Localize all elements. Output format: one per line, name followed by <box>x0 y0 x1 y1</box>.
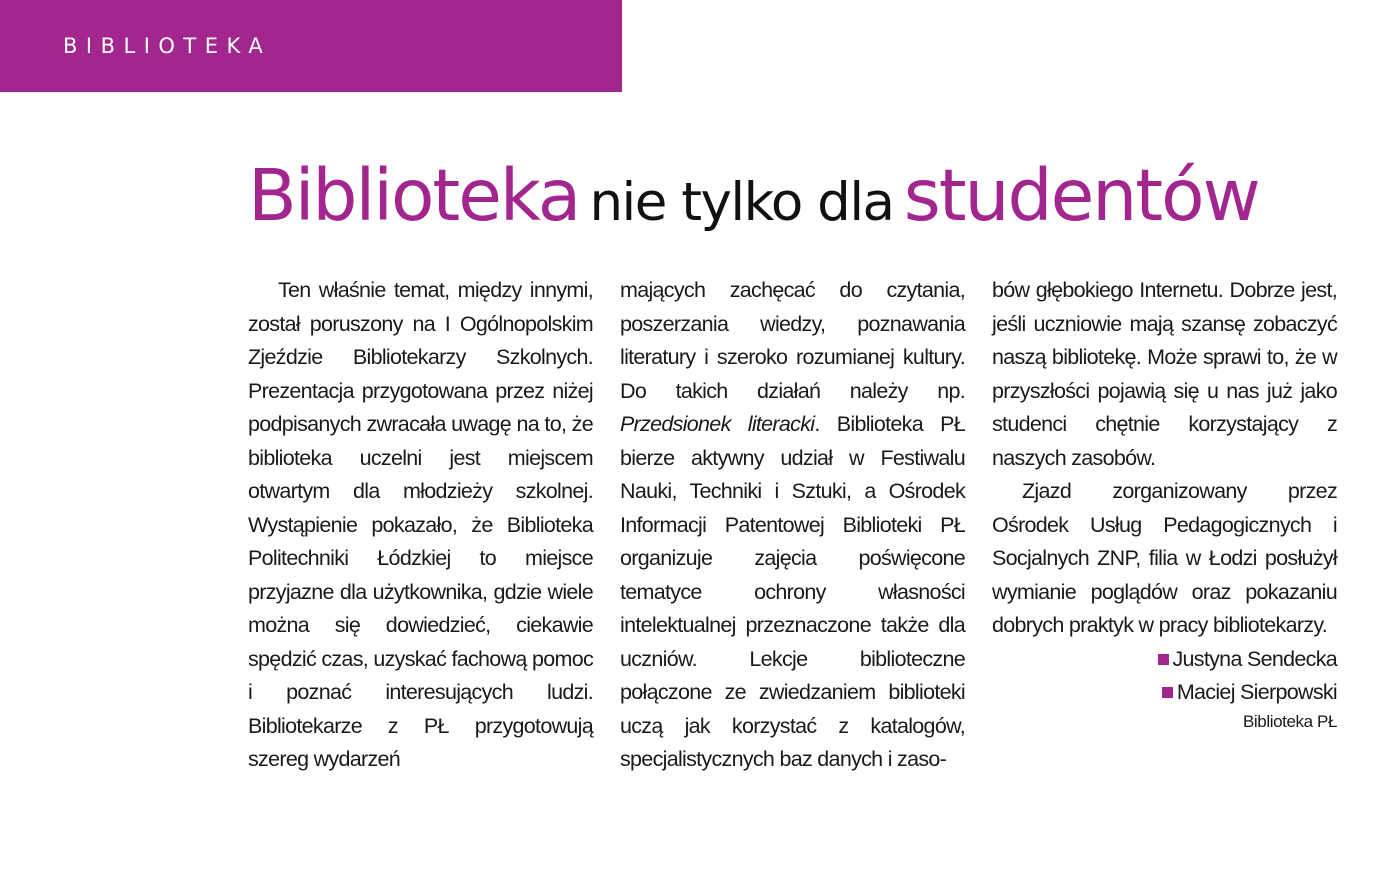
headline-accent-start: Biblioteka <box>248 154 580 237</box>
author-name-1 <box>992 643 1337 677</box>
section-banner <box>0 0 622 92</box>
paragraph-intro: Ten właśnie temat, między innymi, został poruszony na I Ogólnopolskim Zjeździe Bibliotekarzy Szkolnych. Prezentacja przygotowana przez niżej podpisanych zwracała uwagę na to, że biblioteka uczelni jest miejscem otwartym dla młodzieży szkolnej. Wystąpienie pokazało, że Biblioteka Politechniki Łódzkiej to miejsce przyjazne dla użytkownika, gdzie wiele można się dowiedzieć, ciekawie spędzić czas, uzyskać fachową pomoc i poznać interesujących ludzi. Bibliotekarze z PŁ przygotowują szereg wydarzeń <box>248 278 593 771</box>
paragraph-activities <box>620 274 965 777</box>
article-column-2 <box>620 274 965 777</box>
paragraph-continuation: bów głębokiego Internetu. Dobrze jest, jeśli uczniowie mają szansę zobaczyć naszą bibliotekę. Może sprawi to, że w przyszłości pojawią się u nas już jako studenci chętnie korzystający z naszych zasobów. <box>992 278 1337 470</box>
author-signature <box>992 643 1337 734</box>
author-name-text: Justyna Sendecka <box>1172 646 1337 671</box>
headline-middle: nie tylko dla <box>589 172 894 233</box>
paragraph-activities-end: . Biblioteka PŁ bierze aktywny udział w Festiwalu Nauki, Techniki i Sztuki, a Ośrodek Informacji Patentowej Biblioteki PŁ organizuje zajęcia poświęcone tematyce ochrony własności intelektualnej przeznaczone także dla uczniów. Lekcje biblioteczne połączone ze zwiedzaniem biblioteki uczą jak korzystać z katalogów, specjalistycznych baz danych i zaso- <box>620 412 965 771</box>
square-bullet-icon <box>1158 654 1169 665</box>
article-headline <box>248 146 1348 259</box>
author-name-text: Maciej Sierpowski <box>1176 680 1337 704</box>
event-name-italic: Przedsionek literacki <box>620 412 815 436</box>
author-name-2 <box>992 676 1337 710</box>
article-column-3 <box>992 274 1337 734</box>
headline-accent-end: studentów <box>903 154 1259 237</box>
section-label: BIBLIOTEKA <box>63 34 272 58</box>
article-column-1 <box>248 274 593 777</box>
author-affiliation: Biblioteka PŁ <box>1242 711 1337 731</box>
paragraph-conference: Zjazd zorganizowany przez Ośrodek Usług Pedagogicznych i Socjalnych ZNP, filia w Łodzi posłużył wymianie poglądów oraz pokazaniu dobrych praktyk w pracy bibliotekarzy. <box>992 479 1337 637</box>
paragraph-activities-start: mających zachęcać do czytania, poszerzania wiedzy, poznawania literatury i szeroko rozumianej kultury. Do takich działań należy np. <box>620 278 965 403</box>
square-bullet-icon <box>1162 687 1173 698</box>
